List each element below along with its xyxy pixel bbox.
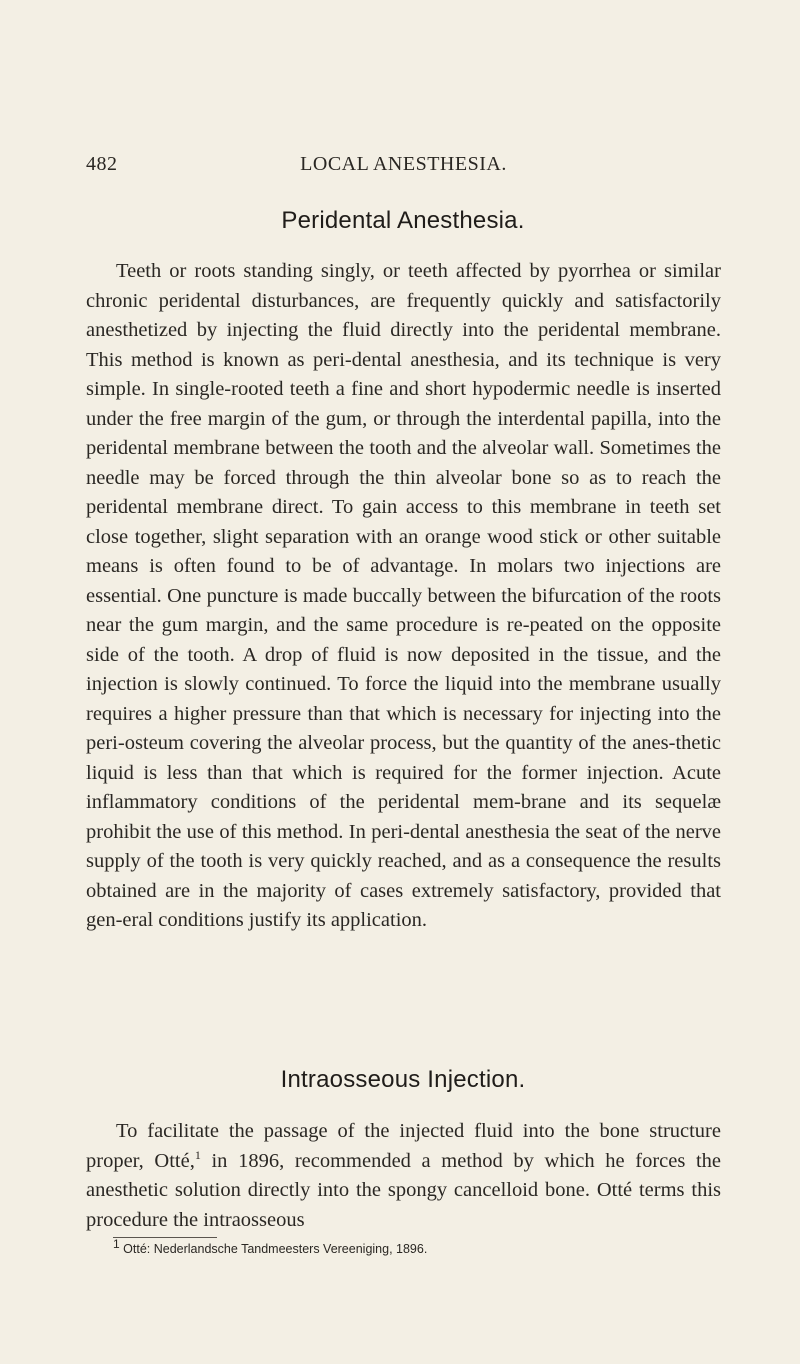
page-number: 482 bbox=[86, 153, 118, 175]
paragraph-peridental-anesthesia: Teeth or roots standing singly, or teeth affected by pyorrhea or similar chronic peridental disturbances, are frequently quickly and satisfactorily anesthetized by injecting the fluid directly into the peridental membrane. This method is known as peri-dental anesthesia, and its technique is very simple. In single-rooted teeth a fine and short hypodermic needle is inserted under the free margin of the gum, or through the interdental papilla, into the peridental membrane between the tooth and the alveolar wall. Sometimes the needle may be forced through the thin alveolar bone so as to reach the peridental membrane direct. To gain access to this membrane in teeth set close together, slight separation with an orange wood stick or other suitable means is often found to be of advantage. In molars two injections are essential. One puncture is made buccally between the bifurcation of the roots near the gum margin, and the same procedure is re-peated on the opposite side of the tooth. A drop of fluid is now deposited in the tissue, and the injection is slowly continued. To force the liquid into the membrane usually requires a higher pressure than that which is necessary for injecting into the peri-osteum covering the alveolar process, but the quantity of the anes-thetic liquid is less than that which is required for the former injection. Acute inflammatory conditions of the peridental mem-brane and its sequelæ prohibit the use of this method. In peri-dental anesthesia the seat of the nerve supply of the tooth is very quickly reached, and as a consequence the results obtained are in the majority of cases extremely satisfactory, provided that gen-eral conditions justify its application. bbox=[86, 260, 721, 931]
footnote-marker: 1 bbox=[113, 1236, 120, 1251]
running-head bbox=[86, 153, 721, 183]
paragraph-text-after-reference: in 1896, recommended a method by which he forces the anesthetic solution directly into the spongy cancelloid bone. Otté terms this procedure the intraosseous bbox=[86, 1149, 721, 1231]
footnote bbox=[113, 1236, 713, 1256]
section-heading-peridental-anesthesia: Peridental Anesthesia. bbox=[281, 207, 525, 234]
paragraph-text-before-reference: To facilitate the passage of the injected fluid into the bone structure proper, Otté, bbox=[86, 1120, 721, 1172]
footnote-text: Otté: Nederlandsche Tandmeesters Vereeniging, 1896. bbox=[123, 1242, 428, 1256]
section-heading-intraosseous-injection: Intraosseous Injection. bbox=[280, 1066, 526, 1093]
footnote-divider bbox=[113, 1237, 217, 1238]
running-title: LOCAL ANESTHESIA. bbox=[300, 153, 507, 175]
paragraph-intraosseous-injection bbox=[86, 1117, 721, 1235]
footnote-reference: 1 bbox=[194, 1147, 201, 1162]
